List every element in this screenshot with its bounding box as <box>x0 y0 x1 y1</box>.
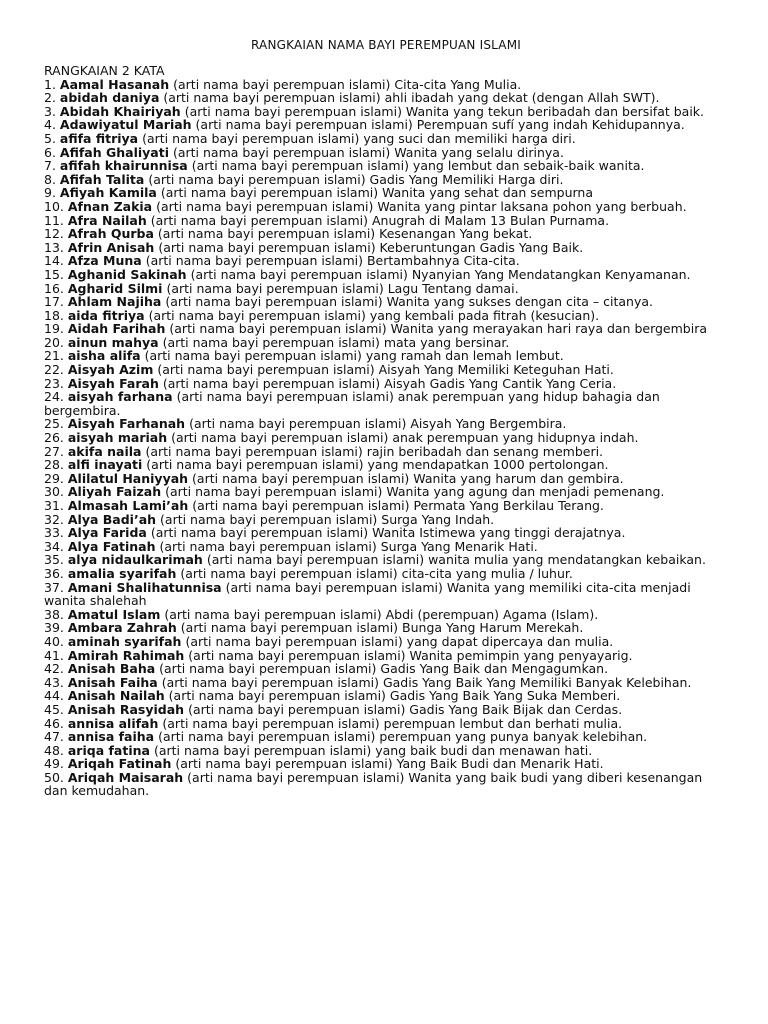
entry-meaning: (arti nama bayi perempuan islami) Bertambahnya Cita-cita. <box>145 253 520 269</box>
entry-meaning: (arti nama bayi perempuan islami) Wanita yang harum dan gembira. <box>192 470 624 486</box>
entry-number: 16. <box>44 280 64 296</box>
entry-name: afifah khairunnisa <box>59 158 188 174</box>
entry-number: 24. <box>44 389 64 405</box>
entry-name: Abidah Khairiyah <box>59 103 181 119</box>
list-item <box>44 730 728 744</box>
entry-name: Amirah Rahimah <box>67 647 185 663</box>
entry-name: aminah syarifah <box>67 633 182 649</box>
entry-name: ariqa fatina <box>67 742 150 758</box>
list-item <box>44 322 728 336</box>
entry-meaning: (arti nama bayi perempuan islami) Abdi (perempuan) Agama (Islam). <box>164 606 599 622</box>
entry-name: Afrin Anisah <box>67 239 155 255</box>
entry-name: Alya Fatinah <box>67 538 156 554</box>
list-item <box>44 309 728 323</box>
entry-meaning: (arti nama bayi perempuan islami) perempuan yang punya banyak kelebihan. <box>158 729 648 745</box>
entry-number: 5. <box>44 130 56 146</box>
entry-name: Anisah Nailah <box>67 688 165 704</box>
entry-name: Amani Shalihatunnisa <box>67 579 222 595</box>
list-item <box>44 91 728 105</box>
entry-number: 6. <box>44 144 56 160</box>
entry-name: Agharid Silmi <box>67 280 163 296</box>
list-item <box>44 744 728 758</box>
entry-meaning: (arti nama bayi perempuan islami) Kesenangan Yang bekat. <box>157 226 533 242</box>
entry-meaning: (arti nama bayi perempuan islami) Surga Yang Menarik Hati. <box>159 538 538 554</box>
entry-name: afifa fitriya <box>59 130 139 146</box>
entry-meaning: (arti nama bayi perempuan islami) Aisyah Gadis Yang Cantik Yang Ceria. <box>162 375 617 391</box>
entry-name: Afifah Ghaliyati <box>59 144 169 160</box>
entry-meaning: (arti nama bayi perempuan islami) mata yang bersinar. <box>162 334 510 350</box>
list-item <box>44 336 728 350</box>
entry-name: Aidah Farihah <box>67 321 166 337</box>
section-heading: RANGKAIAN 2 KATA <box>44 63 165 78</box>
list-item <box>44 214 728 228</box>
entry-number: 15. <box>44 266 64 282</box>
list-item <box>44 146 728 160</box>
entry-name: Afnan Zakia <box>67 198 153 214</box>
list-item <box>44 567 728 581</box>
entry-number: 42. <box>44 661 64 677</box>
entry-name: alfi inayati <box>67 457 143 473</box>
entry-meaning: (arti nama bayi perempuan islami) Bunga Yang Harum Merekah. <box>180 620 584 636</box>
entry-name: Afra Nailah <box>67 212 147 228</box>
entry-number: 41. <box>44 647 64 663</box>
entry-name: Aamal Hasanah <box>59 76 170 92</box>
entry-number: 31. <box>44 498 64 513</box>
entry-number: 17. <box>44 294 64 310</box>
entry-name: annisa alifah <box>67 715 159 731</box>
entry-number: 18. <box>44 307 64 323</box>
list-item <box>44 78 728 92</box>
entry-name: Ahlam Najiha <box>67 294 162 310</box>
entry-number: 40. <box>44 633 64 649</box>
entry-meaning: (arti nama bayi perempuan islami) Aisyah Yang Memiliki Keteguhan Hati. <box>157 362 614 378</box>
entry-name: ainun mahya <box>67 334 159 350</box>
entry-number: 50. <box>44 769 64 785</box>
list-item <box>44 282 728 296</box>
entry-meaning: (arti nama bayi perempuan islami) Wanita yang agung dan menjadi pemenang. <box>165 484 665 500</box>
entry-name: Adawiyatul Mariah <box>59 117 192 133</box>
list-item <box>44 390 728 417</box>
entry-name: abidah daniya <box>59 90 160 106</box>
entry-meaning: (arti nama bayi perempuan islami) ahli ibadah yang dekat (dengan Allah SWT). <box>163 90 660 106</box>
entry-number: 1. <box>44 76 56 92</box>
entry-number: 36. <box>44 565 64 581</box>
entry-meaning: (arti nama bayi perempuan islami) Cita-cita Yang Mulia. <box>173 76 522 92</box>
entry-meaning: (arti nama bayi perempuan islami) Wanita yang merayakan hari raya dan bergembira <box>169 321 708 337</box>
entry-name: aida fitriya <box>67 307 145 323</box>
list-item <box>44 105 728 119</box>
entry-name: Amatul Islam <box>67 606 161 622</box>
entry-name: Almasah Lami’ah <box>67 498 189 513</box>
entry-number: 23. <box>44 375 64 391</box>
entry-name: Alilatul Haniyyah <box>67 470 189 486</box>
entry-number: 33. <box>44 525 64 541</box>
list-item <box>44 200 728 214</box>
list-item <box>44 431 728 445</box>
entry-name: aisyah mariah <box>67 430 168 446</box>
entry-number: 35. <box>44 552 64 568</box>
entry-meaning: (arti nama bayi perempuan islami) Nyanyian Yang Mendatangkan Kenyamanan. <box>190 266 691 282</box>
entry-meaning: (arti nama bayi perempuan islami) Wanita yang sehat dan sempurna <box>160 185 594 201</box>
entry-name: Ambara Zahrah <box>67 620 177 636</box>
entry-number: 37. <box>44 579 64 595</box>
entry-name: Aisyah Farhanah <box>67 416 186 432</box>
list-item <box>44 689 728 703</box>
list-item <box>44 295 728 309</box>
list-item <box>44 662 728 676</box>
entry-number: 38. <box>44 606 64 622</box>
entry-number: 45. <box>44 701 64 717</box>
entry-meaning: (arti nama bayi perempuan islami) Gadis Yang Baik Yang Suka Memberi. <box>168 688 621 704</box>
list-item <box>44 377 728 391</box>
entry-number: 48. <box>44 742 64 758</box>
entry-number: 39. <box>44 620 64 636</box>
entry-number: 46. <box>44 715 64 731</box>
list-item <box>44 472 728 486</box>
entry-name: Alya Farida <box>67 525 147 541</box>
list-item <box>44 513 728 527</box>
entry-meaning: (arti nama bayi perempuan islami) Wanita yang baik budi yang diberi kesenangan dan kemudahan. <box>44 769 703 799</box>
list-item <box>44 349 728 363</box>
entry-number: 32. <box>44 511 64 527</box>
entry-number: 34. <box>44 538 64 554</box>
entry-meaning: (arti nama bayi perempuan islami) anak perempuan yang hidup bahagia dan bergembira. <box>44 389 660 418</box>
entry-number: 13. <box>44 239 64 255</box>
entry-number: 12. <box>44 226 64 242</box>
entry-name: Alya Badi’ah <box>67 511 157 527</box>
entry-number: 25. <box>44 416 64 432</box>
list-item <box>44 703 728 717</box>
list-item <box>44 132 728 146</box>
entry-number: 9. <box>44 185 56 201</box>
list-item <box>44 241 728 255</box>
entry-number: 44. <box>44 688 64 704</box>
list-item <box>44 553 728 567</box>
entry-name: Ariqah Maisarah <box>67 769 184 785</box>
list-item <box>44 771 728 798</box>
list-item <box>44 676 728 690</box>
entry-meaning: (arti nama bayi perempuan islami) Wanita yang tekun beribadah dan bersifat baik. <box>184 103 705 119</box>
entry-number: 20. <box>44 334 64 350</box>
entry-meaning: (arti nama bayi perempuan islami) wanita mulia yang mendatangkan kebaikan. <box>206 552 706 568</box>
entry-meaning: (arti nama bayi perempuan islami) Anugrah di Malam 13 Bulan Purnama. <box>150 212 610 228</box>
list-item <box>44 445 728 459</box>
entry-meaning: (arti nama bayi perempuan islami) Gadis Yang Memiliki Harga diri. <box>148 171 564 187</box>
entry-name: Afifah Talita <box>59 171 145 187</box>
entry-number: 21. <box>44 348 64 364</box>
list-item <box>44 635 728 649</box>
list-item <box>44 608 728 622</box>
entry-meaning: (arti nama bayi perempuan islami) cita-cita yang mulia / luhur. <box>180 565 573 581</box>
entry-number: 3. <box>44 103 56 119</box>
entry-name: Afrah Qurba <box>67 226 154 242</box>
entry-number: 47. <box>44 729 64 745</box>
entry-name: alya nidaulkarimah <box>67 552 203 568</box>
entry-name: Aisyah Farah <box>67 375 159 391</box>
entry-meaning: (arti nama bayi perempuan islami) yang suci dan memiliki harga diri. <box>142 130 576 146</box>
entry-meaning: (arti nama bayi perempuan islami) Lagu Tentang damai. <box>166 280 519 296</box>
entry-name: Anisah Baha <box>67 661 156 677</box>
list-item <box>44 268 728 282</box>
entry-number: 4. <box>44 117 56 133</box>
list-item <box>44 526 728 540</box>
entry-meaning: (arti nama bayi perempuan islami) Gadis Yang Baik dan Mengagumkan. <box>159 661 609 677</box>
entry-meaning: (arti nama bayi perempuan islami) Gadis Yang Baik Bijak dan Cerdas. <box>188 701 623 717</box>
entry-name: Anisah Faiha <box>67 674 158 690</box>
entry-meaning: (arti nama bayi perempuan islami) Gadis Yang Baik Yang Memiliki Banyak Kelebihan. <box>161 674 692 690</box>
entry-meaning: (arti nama bayi perempuan islami) anak perempuan yang hidupnya indah. <box>171 430 639 446</box>
list-item <box>44 173 728 187</box>
entry-name: annisa faiha <box>67 729 155 745</box>
entry-name: Afza Muna <box>67 253 142 269</box>
list-item <box>44 499 728 513</box>
entry-meaning: (arti nama bayi perempuan islami) Wanita yang selalu dirinya. <box>172 144 564 160</box>
entry-number: 7. <box>44 158 56 174</box>
entry-name: aisyah farhana <box>67 389 173 405</box>
entry-meaning: (arti nama bayi perempuan islami) yang lembut dan sebaik-baik wanita. <box>191 158 645 174</box>
list-item <box>44 363 728 377</box>
entry-meaning: (arti nama bayi perempuan islami) yang ramah dan lemah lembut. <box>144 348 564 364</box>
entry-number: 2. <box>44 90 56 106</box>
entry-meaning: (arti nama bayi perempuan islami) Wanita yang memiliki cita-cita menjadi wanita shalehah <box>44 579 691 609</box>
entry-name: akifa naila <box>67 443 142 459</box>
entry-number: 26. <box>44 430 64 446</box>
entry-meaning: (arti nama bayi perempuan islami) Wanita Istimewa yang tinggi derajatnya. <box>150 525 626 541</box>
list-item <box>44 186 728 200</box>
entry-meaning: (arti nama bayi perempuan islami) yang mendapatkan 1000 pertolongan. <box>146 457 609 473</box>
name-list <box>44 78 728 798</box>
entry-meaning: (arti nama bayi perempuan islami) Aisyah Yang Bergembira. <box>189 416 567 432</box>
entry-meaning: (arti nama bayi perempuan islami) Keberuntungan Gadis Yang Baik. <box>158 239 584 255</box>
entry-meaning: (arti nama bayi perempuan islami) perempuan lembut dan berhati mulia. <box>162 715 623 731</box>
entry-meaning: (arti nama bayi perempuan islami) Yang Baik Budi dan Menarik Hati. <box>175 756 604 772</box>
entry-name: Ariqah Fatinah <box>67 756 172 772</box>
document-title: RANGKAIAN NAMA BAYI PEREMPUAN ISLAMI <box>250 38 522 52</box>
entry-number: 11. <box>44 212 64 228</box>
entry-number: 30. <box>44 484 64 500</box>
entry-meaning: (arti nama bayi perempuan islami) Surga Yang Indah. <box>160 511 495 527</box>
entry-name: amalia syarifah <box>67 565 177 581</box>
entry-meaning: (arti nama bayi perempuan islami) Wanita yang pintar laksana pohon yang berbuah. <box>156 198 687 214</box>
list-item <box>44 621 728 635</box>
list-item <box>44 118 728 132</box>
entry-meaning: (arti nama bayi perempuan islami) yang kembali pada fitrah (kesucian). <box>148 307 600 323</box>
entry-meaning: (arti nama bayi perempuan islami) yang baik budi dan menawan hati. <box>153 742 593 758</box>
list-item <box>44 757 728 771</box>
entry-meaning: (arti nama bayi perempuan islami) Perempuan sufí yang indah Kehidupannya. <box>195 117 685 133</box>
list-item <box>44 649 728 663</box>
entry-name: aisha alifa <box>67 348 141 364</box>
list-item <box>44 417 728 431</box>
entry-meaning: (arti nama bayi perempuan islami) yang dapat dipercaya dan mulia. <box>185 633 614 649</box>
list-item <box>44 458 728 472</box>
entry-name: Afiyah Kamila <box>59 185 157 201</box>
entry-meaning: (arti nama bayi perempuan islami) Wanita yang sukses dengan cita – citanya. <box>165 294 653 310</box>
entry-meaning: (arti nama bayi perempuan islami) rajin beribadah dan senang memberi. <box>145 443 604 459</box>
entry-number: 28. <box>44 457 64 473</box>
entry-name: Aliyah Faizah <box>67 484 162 500</box>
list-item <box>44 717 728 731</box>
entry-number: 19. <box>44 321 64 337</box>
entry-number: 8. <box>44 171 56 187</box>
entry-number: 49. <box>44 756 64 772</box>
entry-number: 29. <box>44 470 64 486</box>
entry-meaning: (arti nama bayi perempuan islami) Permata Yang Berkilau Terang. <box>192 498 604 513</box>
entry-meaning: (arti nama bayi perempuan islami) Wanita pemimpin yang penyayarig. <box>188 647 633 663</box>
list-item <box>44 485 728 499</box>
entry-number: 43. <box>44 674 64 690</box>
entry-name: Aghanid Sakinah <box>67 266 187 282</box>
entry-number: 10. <box>44 198 64 214</box>
entry-number: 22. <box>44 362 64 378</box>
list-item <box>44 159 728 173</box>
entry-name: Aisyah Azim <box>67 362 154 378</box>
entry-number: 14. <box>44 253 64 269</box>
entry-number: 27. <box>44 443 64 459</box>
list-item <box>44 254 728 268</box>
list-item <box>44 581 728 608</box>
list-item <box>44 227 728 241</box>
list-item <box>44 540 728 554</box>
entry-name: Anisah Rasyidah <box>67 701 185 717</box>
